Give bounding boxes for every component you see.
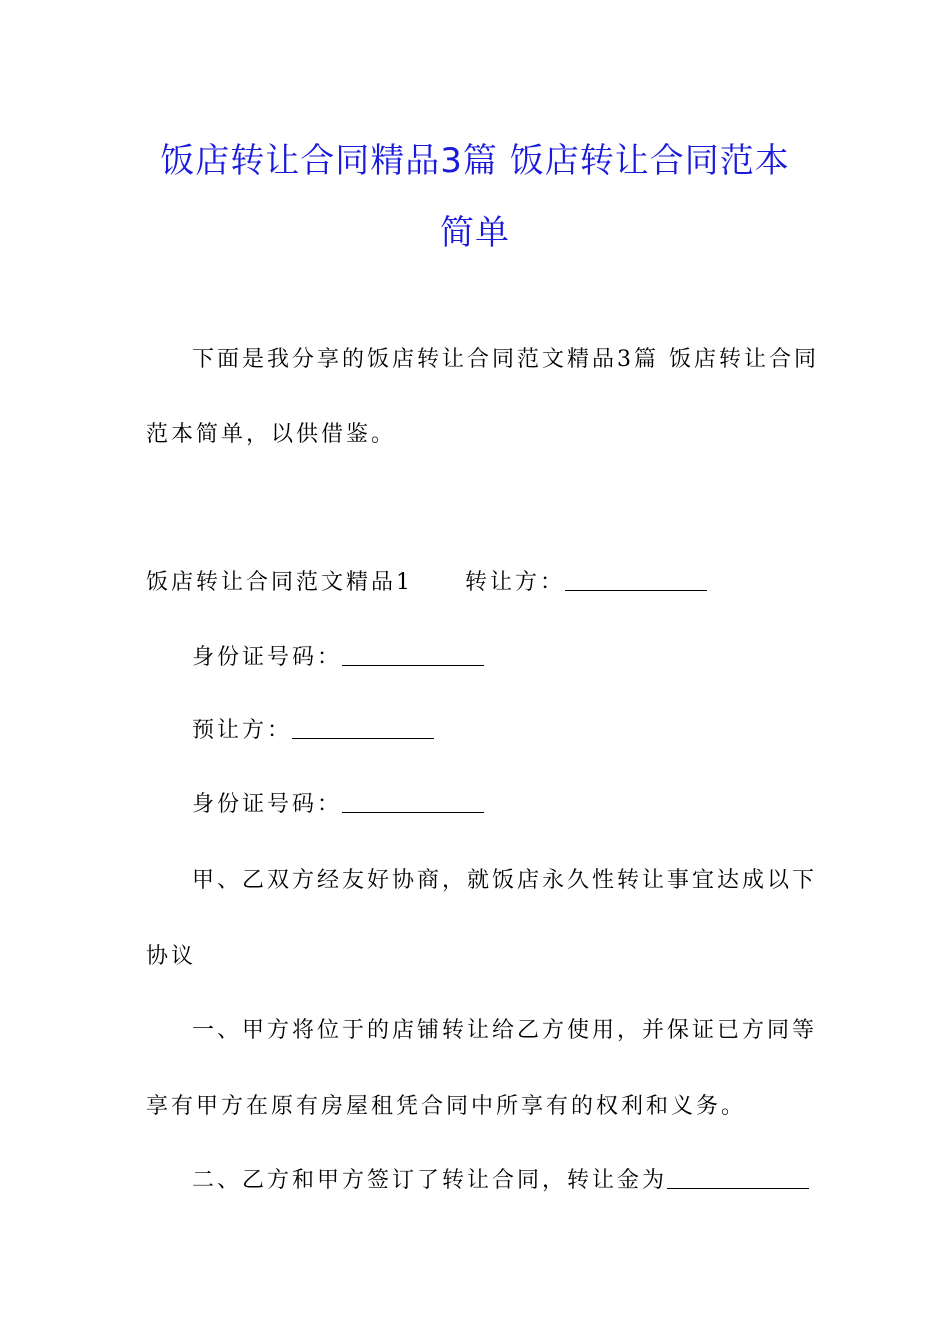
document-title-line-2: 简单 [440, 213, 510, 253]
intro-paragraph-line-1: 下面是我分享的饭店转让合同范文精品3篇 饭店转让合同 [192, 347, 819, 372]
id-number-row-2 [192, 790, 484, 820]
section-heading-row [146, 568, 707, 598]
pre-transferee-row [192, 716, 434, 746]
id-number-row-1 [192, 643, 484, 673]
section-heading: 饭店转让合同范文精品1 [146, 570, 413, 595]
id-number-label-1: 身份证号码： [192, 645, 343, 670]
id-number-blank-line-1 [342, 645, 484, 666]
transfer-fee-blank-line [667, 1168, 809, 1189]
id-number-blank-line-2 [342, 792, 484, 813]
clause-1-line-1: 一、甲方将位于的店铺转让给乙方使用，并保证已方同等 [192, 1018, 818, 1043]
clause-2-text: 二、乙方和甲方签订了转让合同，转让金为 [192, 1168, 668, 1193]
agreement-paragraph-line-1: 甲、乙双方经友好协商，就饭店永久性转让事宜达成以下 [192, 868, 818, 893]
agreement-paragraph-line-2: 协议 [146, 944, 197, 969]
pre-transferee-label: 预让方： [192, 718, 293, 743]
id-number-label-2: 身份证号码： [192, 792, 343, 817]
clause-2-line-1 [192, 1166, 809, 1196]
pre-transferee-blank-line [292, 718, 434, 739]
intro-paragraph-line-2: 范本简单，以供借鉴。 [146, 422, 397, 447]
clause-1-line-2: 享有甲方在原有房屋租凭合同中所享有的权利和义务。 [146, 1094, 747, 1119]
transferor-label: 转让方： [465, 570, 566, 595]
document-title-line-1: 饭店转让合同精品3篇 饭店转让合同范本 [160, 141, 790, 181]
transferor-blank-line [565, 570, 707, 591]
